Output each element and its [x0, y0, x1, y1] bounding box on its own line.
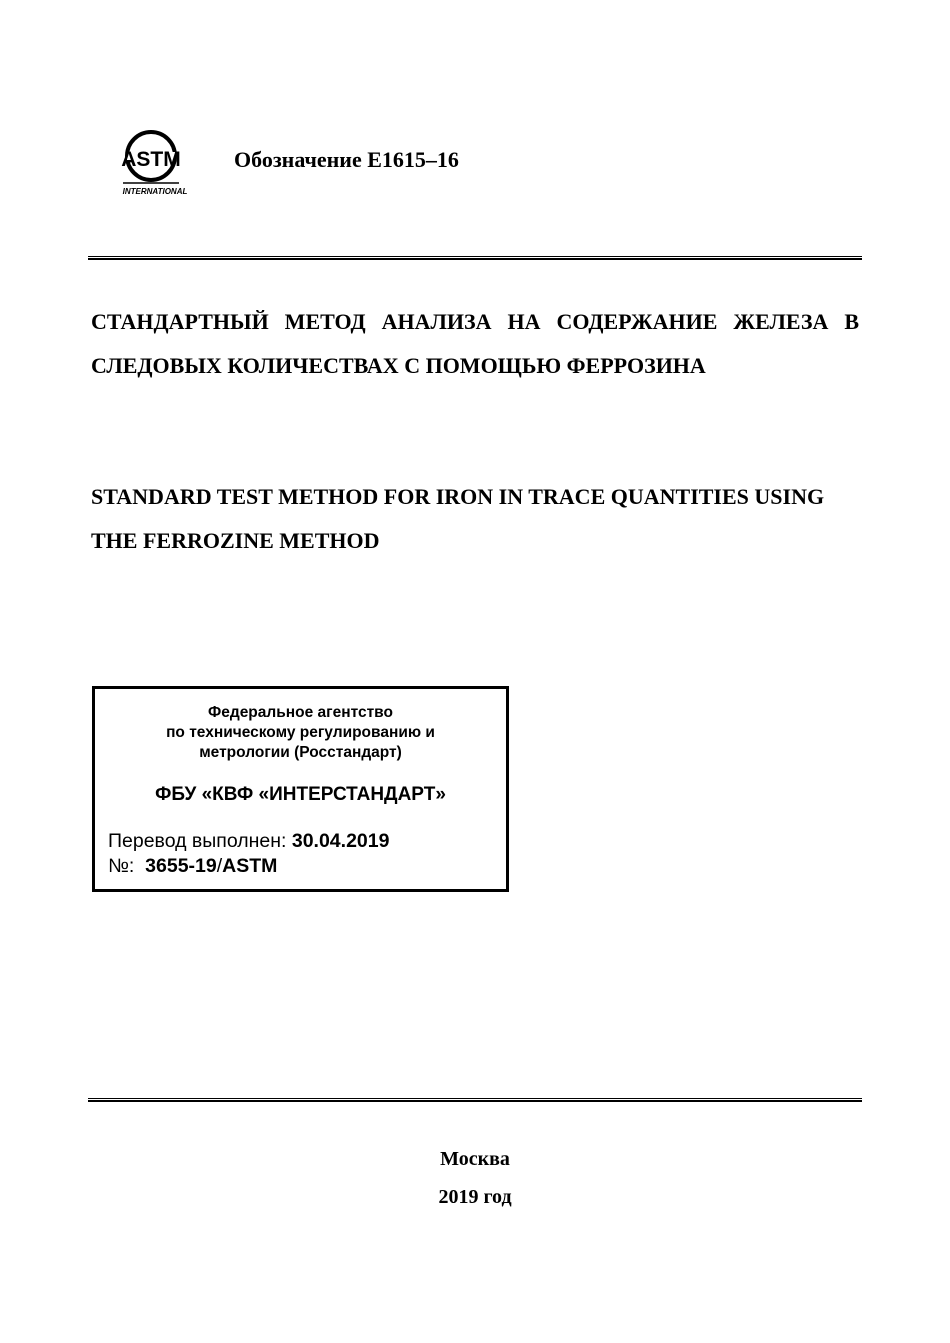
- logo-wordmark: ASTM: [121, 148, 181, 171]
- translation-number-label: №:: [108, 855, 146, 877]
- agency-line: метрологии (Росстандарт): [199, 744, 402, 761]
- agency-line: Федеральное агентство: [208, 704, 393, 721]
- logo-subtitle: INTERNATIONAL: [122, 187, 188, 196]
- translation-date: 30.04.2019: [291, 830, 390, 852]
- organization-name: ФБУ «КВФ «ИНТЕРСТАНДАРТ»: [155, 784, 446, 805]
- translation-date-label: Перевод выполнен:: [108, 830, 292, 852]
- translation-number-suffix: ASTM: [222, 855, 278, 877]
- document-title-russian: СТАНДАРТНЫЙ МЕТОД АНАЛИЗА НА СОДЕРЖАНИЕ ЖЕЛЕЗА В СЛЕДОВЫХ КОЛИЧЕСТВАХ С ПОМОЩЬЮ ФЕРРОЗИНА: [91, 309, 859, 378]
- agency-line: по техническому регулированию и: [166, 724, 435, 741]
- astm-logo: [113, 125, 197, 199]
- document-title-english: STANDARD TEST METHOD FOR IRON IN TRACE QUANTITIES USING THE FERROZINE METHOD: [91, 484, 825, 553]
- translation-number-slash: /: [216, 855, 223, 877]
- header-divider: [88, 256, 862, 260]
- translation-number: 3655-19: [145, 855, 217, 877]
- translation-number-line: [108, 854, 389, 879]
- footer-divider: [88, 1098, 862, 1102]
- agency-name: [95, 703, 506, 763]
- publication-year: 2019 год: [438, 1186, 512, 1208]
- translation-stamp: [92, 686, 509, 892]
- document-designation: Обозначение E1615–16: [234, 147, 459, 172]
- publication-city: Москва: [440, 1148, 510, 1170]
- translation-info: [108, 829, 389, 879]
- translation-date-line: [108, 829, 389, 854]
